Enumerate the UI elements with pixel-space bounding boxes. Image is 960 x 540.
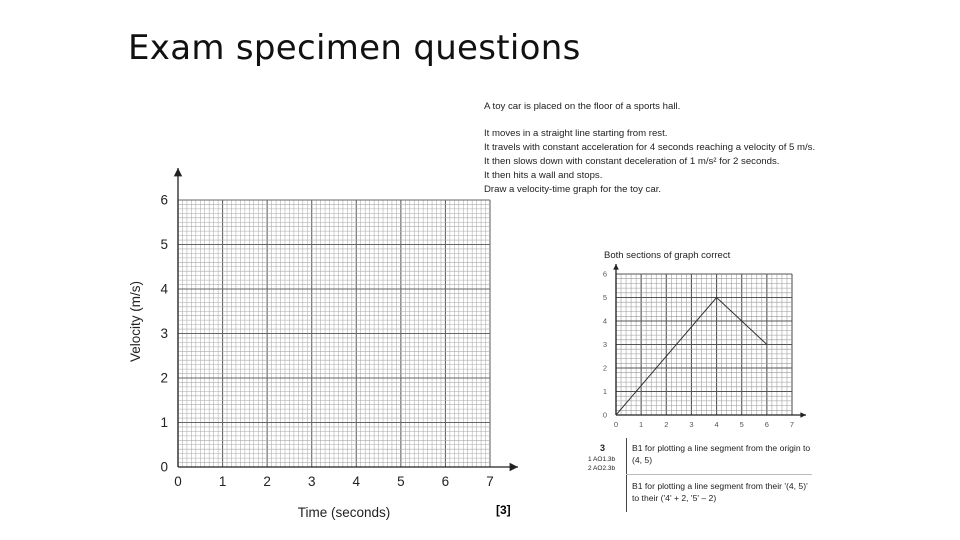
x-tick-label: 6 xyxy=(441,474,450,489)
divider xyxy=(626,438,627,512)
y-tick-label: 6 xyxy=(160,192,168,208)
y-tick-label: 0 xyxy=(160,459,168,475)
ao-references xyxy=(588,455,615,473)
y-tick-label: 3 xyxy=(602,340,607,350)
divider xyxy=(626,474,812,475)
y-tick-label: 5 xyxy=(602,293,607,303)
question-line: It travels with constant acceleration for 4 seconds reaching a velocity of 5 m/s. xyxy=(484,142,816,153)
question-line: It then hits a wall and stops. xyxy=(484,170,603,181)
slide-title: Exam specimen questions xyxy=(128,28,581,68)
y-axis-arrow xyxy=(174,168,182,176)
x-tick-label: 1 xyxy=(639,420,644,429)
x-tick-label: 5 xyxy=(397,474,405,489)
x-tick-label: 4 xyxy=(714,420,719,429)
y-tick-label: 2 xyxy=(602,363,607,373)
ao-ref: 2 AO2.3b xyxy=(588,465,616,472)
x-tick-label: 2 xyxy=(664,420,669,429)
x-tick-label: 3 xyxy=(307,474,316,489)
x-tick-label: 3 xyxy=(689,420,694,429)
x-tick-label: 6 xyxy=(764,420,769,429)
y-tick-label: 4 xyxy=(602,316,607,326)
x-tick-label: 7 xyxy=(789,420,795,429)
y-axis-arrow xyxy=(613,264,619,270)
question-line: Draw a velocity-time graph for the toy car. xyxy=(484,184,662,195)
x-tick-label: 4 xyxy=(352,474,361,489)
question-line: It then slows down with constant deceleration of 1 m/s² for 2 seconds. xyxy=(484,156,780,167)
x-axis-arrow xyxy=(800,412,806,418)
y-tick-label: 5 xyxy=(160,237,168,253)
y-tick-label: 1 xyxy=(160,415,168,431)
x-tick-label: 1 xyxy=(218,474,227,489)
x-tick-label: 2 xyxy=(263,474,271,489)
x-axis-arrow xyxy=(510,463,518,471)
mark-scheme-heading: Both sections of graph correct xyxy=(604,250,731,261)
y-tick-label: 2 xyxy=(160,370,168,386)
question-line: It moves in a straight line starting from rest. xyxy=(484,128,668,139)
x-tick-label: 0 xyxy=(613,420,619,429)
x-tick-label: 0 xyxy=(174,474,182,489)
ao-ref: 1 AO1.3b xyxy=(588,456,616,463)
y-tick-label: 0 xyxy=(602,410,607,420)
mark-criterion: B1 for plotting a line segment from their '(4, 5)' to their ('4' + 2, '5' – 2) xyxy=(632,481,808,503)
x-tick-label: 5 xyxy=(739,420,744,429)
x-axis-label: Time (seconds) xyxy=(297,505,391,520)
y-tick-label: 3 xyxy=(160,326,168,342)
y-axis-label: Velocity (m/s) xyxy=(128,280,143,363)
question-line: A toy car is placed on the floor of a sports hall. xyxy=(484,101,681,112)
blank-graph xyxy=(128,168,518,520)
y-tick-label: 4 xyxy=(160,281,168,297)
mark-criterion: B1 for plotting a line segment from the origin to (4, 5) xyxy=(632,443,811,465)
answer-graph xyxy=(603,264,806,429)
y-tick-label: 1 xyxy=(602,387,607,397)
marks-label: [3] xyxy=(496,503,511,517)
x-tick-label: 7 xyxy=(486,474,494,489)
question-number: 3 xyxy=(600,443,606,453)
y-tick-label: 6 xyxy=(602,269,607,279)
